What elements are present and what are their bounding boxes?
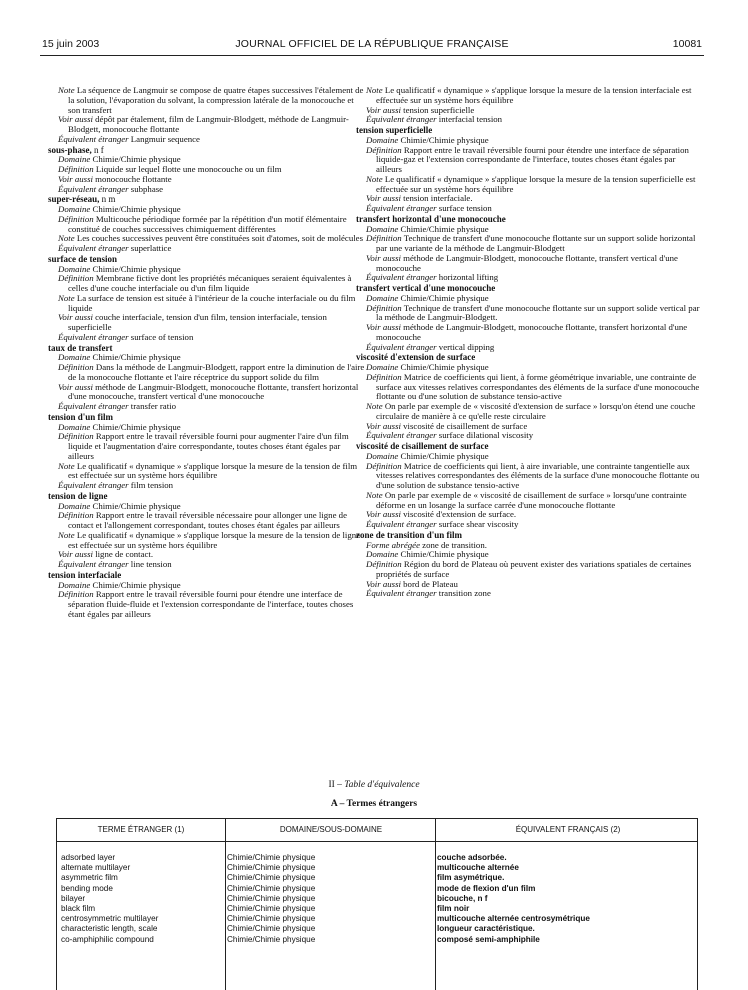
field-text: vertical dipping [436, 341, 495, 352]
domain-cell: Chimie/Chimie physique [227, 863, 316, 873]
right-column [356, 86, 702, 599]
field-label: Équivalent étranger [366, 203, 437, 213]
field-text: Technique de transfert d'une monocouche flottante sur un support solide vertical par la méthode de Langmuir-Blodgett. [376, 302, 700, 323]
entry-field [58, 274, 366, 294]
domain-cell: Chimie/Chimie physique [227, 873, 316, 883]
field-text: surface tension [436, 203, 492, 213]
field-text: Rapport entre le travail réversible fourni pour étendre une interface de séparation liquide-gaz et l'extension correspondante de l'interface, toutes choses étant égales par ailleurs [376, 144, 689, 174]
section-heading [0, 780, 748, 790]
entry-field [58, 244, 366, 254]
entry-field [366, 234, 702, 254]
entry-field [366, 273, 702, 283]
french-equivalent-cell: multicouche alternée [437, 863, 519, 873]
field-text: tension interfaciale. [400, 193, 473, 204]
field-text: La séquence de Langmuir se compose de quatre étapes successives l'étalement de la solution, l'évaporation du solvant, la compression latérale de la monocouche et son transfert [68, 85, 364, 115]
field-text: Rapport entre le travail réversible fourni pour étendre une interface de séparation fluide-fluide et l'extension correspondante de l'interface, toutes choses étant égales par ailleurs [68, 589, 354, 619]
field-label: Voir aussi [366, 420, 401, 431]
field-text: line tension [128, 559, 172, 569]
french-equivalent-cell: film noir [437, 903, 470, 913]
french-equivalent-cell: longueur caractéristique. [437, 924, 535, 934]
field-label: Domaine [58, 204, 91, 214]
field-text: viscosité de cisaillement de surface [400, 420, 528, 431]
field-label: Définition [58, 213, 94, 224]
term-text: tension superficielle [356, 125, 433, 135]
table-row [57, 904, 697, 914]
field-label: Note [366, 489, 383, 500]
field-label: Définition [366, 233, 402, 244]
field-label: Voir aussi [366, 322, 401, 332]
field-label: Définition [58, 589, 94, 600]
domain-cell: Chimie/Chimie physique [227, 934, 316, 944]
field-text: Chimie/Chimie physique [90, 154, 181, 165]
field-label: Note [58, 85, 75, 95]
field-text: Chimie/Chimie physique [398, 450, 489, 461]
field-label: Définition [58, 273, 94, 284]
field-text: zone de transition. [419, 539, 487, 550]
field-text: horizontal lifting [436, 272, 499, 283]
field-text: film tension [128, 480, 174, 490]
field-text: Les couches successives peuvent être constituées soit d'atomes, soit de molécules [74, 233, 364, 244]
field-label: Voir aussi [366, 193, 401, 204]
field-label: Définition [366, 460, 402, 471]
entry-field [58, 313, 366, 333]
field-label: Définition [58, 431, 94, 442]
field-label: Définition [366, 371, 402, 382]
table-body [57, 853, 697, 945]
field-text: Chimie/Chimie physique [398, 223, 489, 234]
table-row [57, 924, 697, 934]
table-row [57, 884, 697, 894]
foreign-term-cell: bending mode [61, 883, 113, 893]
entry-field [366, 115, 702, 125]
entry-field [58, 185, 366, 195]
entry-field [366, 175, 702, 195]
entry-field [58, 333, 366, 343]
field-label: Définition [366, 559, 402, 569]
field-label: Note [366, 401, 383, 411]
field-label: Définition [58, 164, 94, 174]
foreign-term-cell: co-amphiphilic compound [61, 934, 154, 944]
entry-field [58, 481, 366, 491]
field-label: Voir aussi [366, 252, 401, 263]
field-label: Domaine [58, 263, 91, 274]
field-label: Voir aussi [58, 549, 93, 560]
term-text: taux de transfert [48, 342, 113, 353]
section-title: Table d'équivalence [344, 780, 420, 790]
field-label: Domaine [58, 421, 91, 432]
field-label: Note [58, 233, 75, 244]
entry-field [58, 590, 366, 619]
field-text: Le qualificatif « dynamique » s'applique lorsque la mesure de la tension de film est effectuée sur un système hors équilibre [68, 460, 358, 481]
field-label: Équivalent étranger [58, 480, 129, 490]
field-label: Équivalent étranger [366, 588, 437, 599]
term-text: surface de tension [48, 253, 117, 264]
field-text: Multicouche périodique formée par la répétition d'un motif élémentaire constitué de couches successives chimiquement différentes [68, 213, 347, 234]
entry-field [58, 383, 366, 403]
field-label: Voir aussi [58, 173, 93, 184]
entry-field [366, 304, 702, 324]
foreign-term-cell: alternate multilayer [61, 863, 131, 873]
field-text: Chimie/Chimie physique [90, 263, 181, 274]
table-row [57, 873, 697, 883]
field-text: Matrice de coefficients qui lient, à forme géométrique invariable, une contrainte de surface aux vitesses relatives correspondantes des éléments de la surface d'une monocouche flottante ou d'une solution de substance tensio-active [376, 371, 700, 402]
field-label: Voir aussi [366, 509, 401, 520]
field-text: Liquide sur lequel flotte une monocouche ou un film [93, 164, 282, 174]
entry-field [366, 462, 702, 491]
field-label: Domaine [366, 292, 399, 303]
table-row [57, 894, 697, 904]
entry-field [58, 86, 366, 115]
field-label: Voir aussi [58, 114, 93, 125]
entry-field [366, 146, 702, 175]
domain-cell: Chimie/Chimie physique [227, 853, 316, 862]
field-text: Le qualificatif « dynamique » s'applique lorsque la mesure de la tension interfaciale est effectuée sur un système hors équilibre [376, 85, 692, 105]
header-date: 15 juin 2003 [42, 38, 100, 50]
table-row [57, 863, 697, 873]
field-text: Rapport entre le travail réversible fourni pour augmenter l'aire d'un film liquide et l'augmentation d'aire correspondante, toutes choses étant égales par ailleurs [68, 431, 349, 461]
field-label: Définition [366, 302, 402, 313]
domain-cell: Chimie/Chimie physique [227, 924, 316, 934]
field-label: Note [58, 460, 75, 471]
entry-field [366, 402, 702, 422]
field-text: ligne de contact. [92, 549, 154, 560]
term-text: sous-phase, [48, 144, 92, 155]
field-label: Domaine [366, 549, 399, 560]
field-label: Définition [366, 144, 402, 155]
field-label: Équivalent étranger [366, 114, 437, 125]
field-text: transfer ratio [128, 401, 176, 411]
field-text: Chimie/Chimie physique [90, 421, 181, 432]
domain-cell: Chimie/Chimie physique [227, 893, 316, 903]
entry-field [58, 560, 366, 570]
foreign-term-cell: adsorbed layer [61, 853, 116, 862]
field-label: Équivalent étranger [58, 183, 129, 194]
entry-field [366, 520, 702, 530]
field-text: On parle par exemple de « viscosité de cisaillement de surface » lorsqu'une contrainte déforme en un losange la surface carrée d'une monocouche flottante [376, 489, 687, 510]
term-text: super-réseau, [48, 194, 100, 205]
table-row [57, 914, 697, 924]
field-label: Équivalent étranger [58, 559, 129, 569]
term-text: tension de ligne [48, 490, 108, 501]
french-equivalent-cell: couche adsorbée. [437, 853, 507, 862]
term-text: zone de transition d'un film [356, 529, 463, 540]
entry-field [366, 431, 702, 441]
header-french-equivalent: ÉQUIVALENT FRANÇAIS (2) [515, 825, 621, 834]
field-label: Domaine [366, 450, 399, 461]
field-text: méthode de Langmuir-Blodgett, monocouche flottante, transfert vertical d'une monocouche [376, 252, 678, 273]
foreign-term-cell: black film [61, 903, 96, 913]
field-text: interfacial tension [436, 114, 503, 125]
equivalence-table [56, 818, 698, 990]
page-header [42, 38, 702, 52]
field-text: subphase [128, 183, 164, 194]
field-text: Région du bord de Plateau où peuvent exister des variations spatiales de certaines propriétés de surface [376, 559, 692, 579]
foreign-term-cell: centrosymmetric multilayer [61, 914, 159, 924]
entry-field [366, 343, 702, 353]
page-number: 10081 [672, 38, 702, 50]
french-equivalent-cell: film asymétrique. [437, 873, 505, 883]
field-label: Équivalent étranger [366, 430, 437, 441]
entry-field [58, 402, 366, 412]
entry-field [58, 432, 366, 461]
field-text: Chimie/Chimie physique [398, 362, 489, 372]
table-row [57, 935, 697, 945]
field-text: Le qualificatif « dynamique » s'applique lorsque la mesure de la tension de ligne est effectuée sur un système hors équilibre [68, 529, 361, 550]
field-text: superlattice [128, 243, 172, 253]
entry-field [366, 589, 702, 599]
entry-field [366, 373, 702, 402]
table-row [57, 853, 697, 863]
term-text: tension d'un film [48, 411, 114, 422]
field-label: Équivalent étranger [58, 331, 129, 342]
field-label: Forme abrégée [366, 539, 420, 550]
field-text: méthode de Langmuir-Blodgett, monocouche flottante, transfert horizontal d'une monocouche, transfert vertical d'une monocouche [68, 381, 359, 402]
field-text: Chimie/Chimie physique [398, 549, 489, 560]
header-rule [40, 55, 704, 56]
field-label: Domaine [58, 500, 91, 511]
field-label: Domaine [366, 134, 399, 145]
field-label: Équivalent étranger [366, 341, 437, 352]
field-label: Note [366, 85, 383, 95]
field-text: Chimie/Chimie physique [90, 579, 181, 590]
field-text: couche interfaciale, tension d'un film, tension interfaciale, tension superficielle [68, 312, 327, 332]
field-label: Définition [58, 362, 94, 372]
entry-field [58, 115, 366, 135]
field-label: Équivalent étranger [58, 243, 129, 253]
field-label: Domaine [366, 223, 399, 234]
domain-cell: Chimie/Chimie physique [227, 914, 316, 924]
field-text: Technique de transfert d'une monocouche flottante sur un support solide horizontal par une variante de la méthode de Langmuir-Blodgett [376, 233, 696, 253]
field-label: Voir aussi [366, 578, 401, 589]
field-text: On parle par exemple de « viscosité d'extension de surface » lorsqu'on étend une couche circulaire de manière à ce qu'elle reste circulaire [376, 401, 696, 421]
header-domain: DOMAINE/SOUS-DOMAINE [279, 825, 383, 834]
entry-field [58, 135, 366, 145]
entry-field [366, 204, 702, 214]
entry-field [58, 462, 366, 482]
french-equivalent-cell: composé semi-amphiphile [437, 934, 540, 944]
field-label: Domaine [366, 362, 399, 372]
field-text: surface shear viscosity [436, 519, 519, 529]
field-text: dépôt par étalement, film de Langmuir-Blodgett, méthode de Langmuir-Blodgett, monocouche flottante [68, 114, 349, 134]
field-text: monocouche flottante [92, 173, 172, 184]
section-roman: II – [328, 780, 345, 790]
field-text: surface dilational viscosity [436, 430, 534, 441]
field-label: Domaine [58, 579, 91, 590]
field-label: Équivalent étranger [366, 519, 437, 529]
field-text: viscosité d'extension de surface. [400, 509, 517, 520]
entry-field [366, 491, 702, 511]
table-header [57, 819, 697, 842]
term-text: viscosité d'extension de surface [356, 352, 476, 363]
french-equivalent-cell: bicouche, n f [437, 893, 488, 903]
field-text: Chimie/Chimie physique [398, 134, 489, 145]
field-label: Domaine [58, 154, 91, 165]
entry-field [58, 511, 366, 531]
field-label: Équivalent étranger [366, 272, 437, 283]
entry-field [366, 86, 702, 106]
term-text: viscosité de cisaillement de surface [356, 441, 489, 451]
field-text: Chimie/Chimie physique [90, 500, 181, 511]
header-foreign-term: TERME ÉTRANGER (1) [97, 825, 185, 834]
field-label: Voir aussi [366, 104, 401, 115]
header-title: JOURNAL OFFICIEL DE LA RÉPUBLIQUE FRANÇAISE [235, 38, 509, 50]
field-label: Note [58, 292, 75, 303]
field-text: Rapport entre le travail réversible nécessaire pour allonger une ligne de contact et l'allongement correspondant, toutes choses étant égales par ailleurs [68, 510, 347, 530]
entry-field [366, 254, 702, 274]
foreign-term-cell: characteristic length, scale [61, 924, 158, 934]
field-label: Note [366, 173, 383, 184]
field-text: Dans la méthode de Langmuir-Blodgett, rapport entre la diminution de l'aire de la monocouche flottante et l'aire réceptrice du support solide du film [68, 362, 365, 382]
term-text: transfert vertical d'une monocouche [356, 283, 496, 293]
domain-cell: Chimie/Chimie physique [227, 903, 316, 913]
field-text: Chimie/Chimie physique [90, 204, 181, 214]
left-column [48, 86, 366, 620]
field-text: Chimie/Chimie physique [398, 292, 489, 303]
field-label: Définition [58, 510, 94, 521]
term-text: transfert horizontal d'une monocouche [356, 213, 506, 224]
french-equivalent-cell: multicouche alternée centrosymétrique [437, 914, 590, 924]
field-label: Voir aussi [58, 381, 93, 392]
term-gender: n m [99, 194, 116, 205]
field-text: Matrice de coefficients qui lient, à aire invariable, une contrainte tangentielle aux vitesses relatives correspondantes des éléments de la surface d'une monocouche flottante ou d'une solution de substance tensio-active [376, 460, 700, 490]
domain-cell: Chimie/Chimie physique [227, 883, 316, 893]
field-text: bord de Plateau [400, 578, 458, 589]
field-label: Voir aussi [58, 312, 93, 323]
entry-field [58, 363, 366, 383]
entry-field [58, 294, 366, 314]
field-text: tension superficielle [400, 104, 475, 115]
field-text: surface of tension [128, 331, 194, 342]
field-label: Équivalent étranger [58, 133, 129, 144]
field-text: transition zone [436, 588, 491, 599]
field-text: Le qualificatif « dynamique » s'applique lorsque la mesure de la tension superficielle est effectuée sur un système hors équilibre [376, 173, 696, 194]
entry-field [366, 560, 702, 580]
entry-field [366, 323, 702, 343]
subsection-heading: A – Termes étrangers [330, 799, 418, 809]
foreign-term-cell: bilayer [61, 893, 86, 903]
field-label: Domaine [58, 352, 91, 363]
french-equivalent-cell: mode de flexion d'un film [437, 883, 536, 893]
field-text: Membrane fictive dont les propriétés mécaniques seraient équivalentes à celles d'une couche interfaciale ou d'un film liquide [68, 273, 352, 293]
term-gender: n f [91, 144, 104, 155]
term-text: tension interfaciale [48, 569, 122, 580]
field-label: Équivalent étranger [58, 401, 129, 411]
foreign-term-cell: asymmetric film [61, 873, 118, 883]
field-text: Chimie/Chimie physique [90, 352, 181, 363]
field-text: La surface de tension est située à l'intérieur de la couche interfaciale ou du film liquide [68, 292, 356, 313]
entry-field [58, 215, 366, 235]
field-text: Langmuir sequence [128, 133, 200, 144]
field-label: Note [58, 529, 75, 540]
entry-field [58, 531, 366, 551]
field-text: méthode de Langmuir-Blodgett, monocouche flottante, transfert horizontal d'une monocouche [376, 322, 688, 342]
